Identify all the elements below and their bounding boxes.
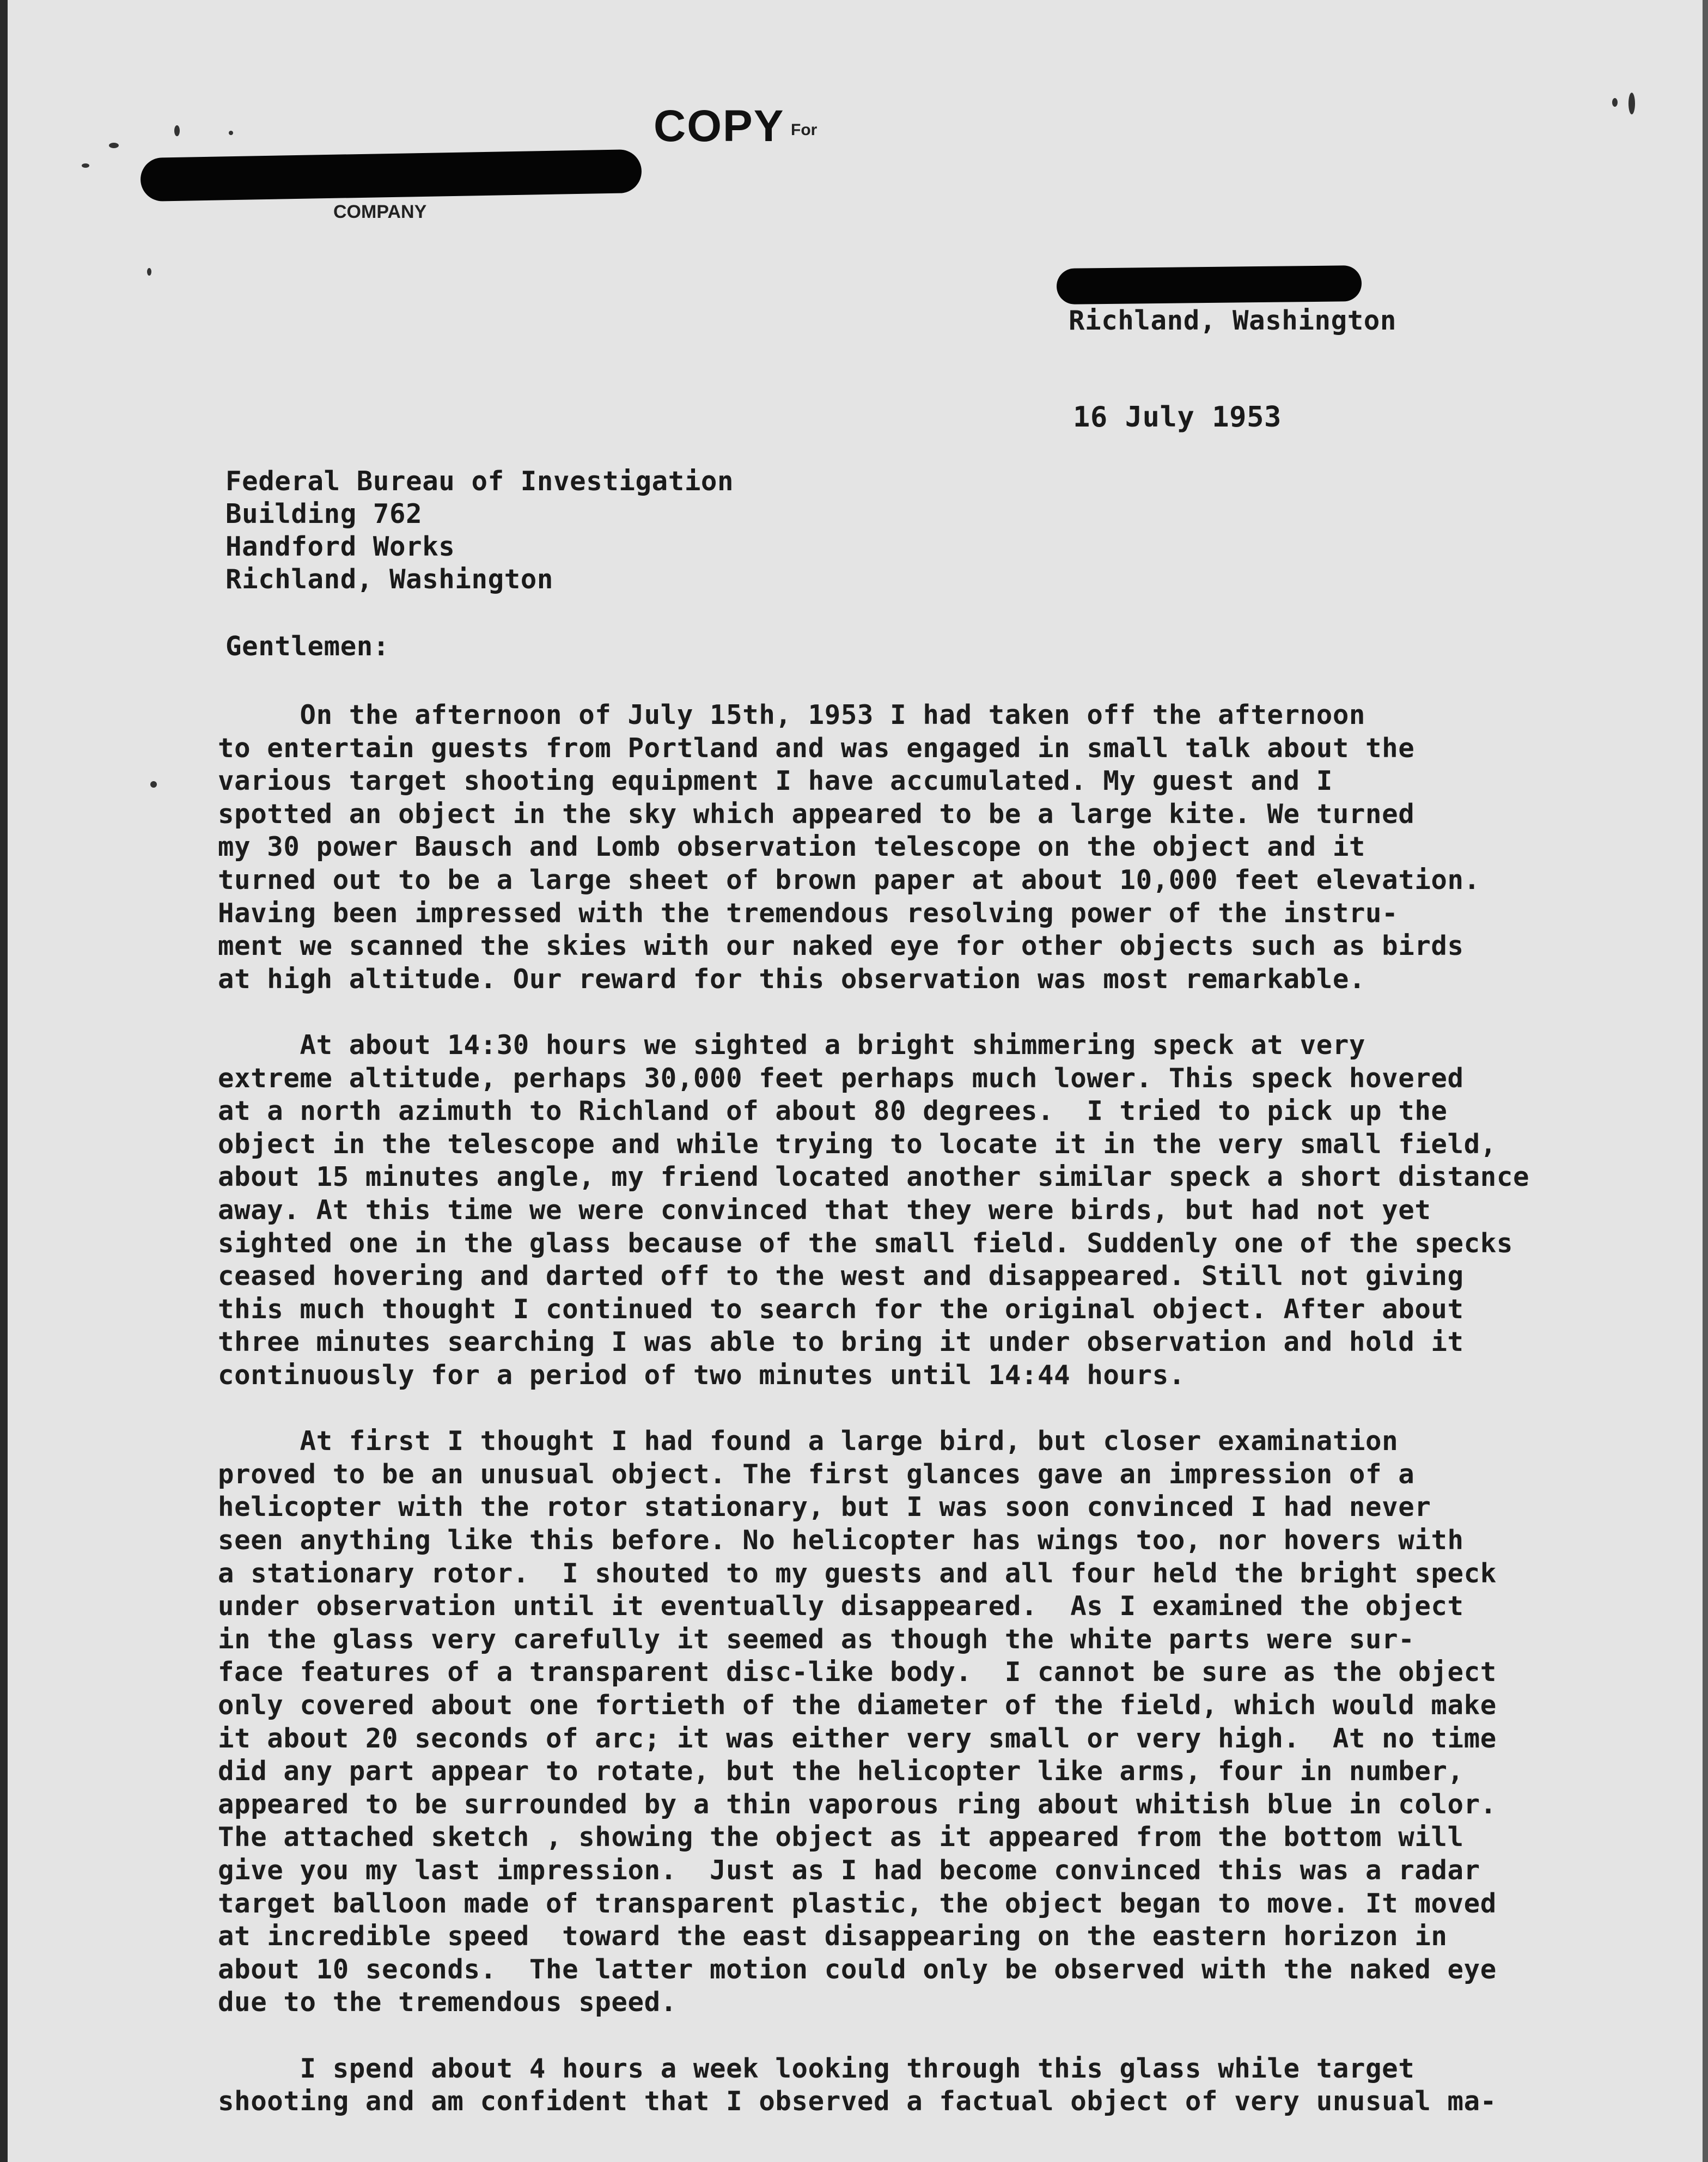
body-line: target balloon made of transparent plastic, the object began to move. It moved (218, 1887, 1497, 1919)
body-line: at a north azimuth to Richland of about 80 degrees. I tried to pick up the (218, 1095, 1448, 1127)
body-line: three minutes searching I was able to bring it under observation and hold it (218, 1326, 1464, 1358)
body-line: under observation until it eventually disappeared. As I examined the object (218, 1591, 1464, 1622)
body-line: turned out to be a large sheet of brown paper at about 10,000 feet elevation. (218, 864, 1480, 896)
body-line: give you my last impression. Just as I had become convinced this was a radar (218, 1855, 1480, 1886)
body-line: at incredible speed toward the east disappearing on the eastern horizon in (218, 1921, 1448, 1952)
scan-speck (109, 143, 119, 148)
body-line: ment we scanned the skies with our naked eye for other objects such as birds (218, 930, 1464, 962)
recipient-line: Handford Works (225, 531, 455, 562)
body-line: appeared to be surrounded by a thin vaporous ring about whitish blue in color. (218, 1788, 1497, 1820)
body-line: a stationary rotor. I shouted to my guests and all four held the bright speck (218, 1557, 1497, 1589)
body-line: continuously for a period of two minutes until 14:44 hours. (218, 1360, 1185, 1391)
scan-speck (150, 781, 157, 788)
body-line: various target shooting equipment I have accumulated. My guest and I (218, 765, 1333, 797)
scan-speck (82, 163, 89, 168)
scan-speck (174, 125, 180, 136)
scan-speck (229, 131, 233, 135)
body-line: proved to be an unusual object. The first glances gave an impression of a (218, 1458, 1415, 1490)
recipient-line: Richland, Washington (225, 564, 554, 595)
body-line: At first I thought I had found a large bird, but closer examination (218, 1426, 1399, 1457)
scan-speck (1628, 93, 1635, 114)
body-line: spotted an object in the sky which appeared to be a large kite. We turned (218, 798, 1415, 830)
body-line: only covered about one fortieth of the diameter of the field, which would make (218, 1690, 1497, 1721)
body-line: At about 14:30 hours we sighted a bright shimmering speck at very (218, 1030, 1366, 1061)
body-line: about 10 seconds. The latter motion could only be observed with the naked eye (218, 1953, 1497, 1985)
body-line: helicopter with the rotor stationary, but I was soon convinced I had never (218, 1491, 1431, 1523)
body-line: The attached sketch , showing the object as it appeared from the bottom will (218, 1822, 1464, 1853)
body-line: seen anything like this before. No helicopter has wings too, nor hovers with (218, 1525, 1464, 1556)
redaction-bar-company (140, 149, 642, 202)
body-line: to entertain guests from Portland and was engaged in small talk about the (218, 732, 1415, 764)
body-line: due to the tremendous speed. (218, 1987, 677, 2018)
body-line: this much thought I continued to search for the original object. After about (218, 1293, 1464, 1325)
recipient-line: Building 762 (225, 498, 423, 529)
body-line: face features of a transparent disc-like body. I cannot be sure as the object (218, 1656, 1497, 1688)
scan-speck (1612, 98, 1618, 107)
salutation: Gentlemen: (225, 631, 390, 662)
redaction-bar-sender (1057, 265, 1362, 304)
sender-city: Richland, Washington (1069, 305, 1397, 336)
body-line: extreme altitude, perhaps 30,000 feet perhaps much lower. This speck hovered (218, 1062, 1464, 1094)
copy-stamp: COPY (654, 101, 785, 151)
recipient-line: Federal Bureau of Investigation (225, 466, 734, 497)
body-line: about 15 minutes angle, my friend located another similar speck a short distance (218, 1161, 1530, 1193)
scan-speck (147, 268, 151, 276)
body-line: at high altitude. Our reward for this observation was most remarkable. (218, 963, 1366, 995)
body-line: my 30 power Bausch and Lomb observation telescope on the object and it (218, 831, 1366, 863)
body-line: ceased hovering and darted off to the west and disappeared. Still not giving (218, 1260, 1464, 1292)
body-line: in the glass very carefully it seemed as though the white parts were sur- (218, 1623, 1415, 1655)
body-line: away. At this time we were convinced that they were birds, but had not yet (218, 1195, 1431, 1226)
body-line: did any part appear to rotate, but the helicopter like arms, four in number, (218, 1756, 1464, 1787)
body-line: shooting and am confident that I observed a factual object of very unusual ma- (218, 2086, 1497, 2117)
copy-for-label: For (791, 121, 818, 139)
body-line: I spend about 4 hours a week looking through this glass while target (218, 2053, 1415, 2084)
body-line: Having been impressed with the tremendous resolving power of the instru- (218, 897, 1399, 929)
body-line: On the afternoon of July 15th, 1953 I had taken off the afternoon (218, 699, 1366, 730)
company-label: COMPANY (333, 202, 427, 222)
letter-date: 16 July 1953 (1073, 401, 1282, 434)
body-line: sighted one in the glass because of the small field. Suddenly one of the specks (218, 1227, 1513, 1259)
body-line: object in the telescope and while trying to locate it in the very small field, (218, 1128, 1497, 1160)
body-line: it about 20 seconds of arc; it was either very small or very high. At no time (218, 1722, 1497, 1754)
